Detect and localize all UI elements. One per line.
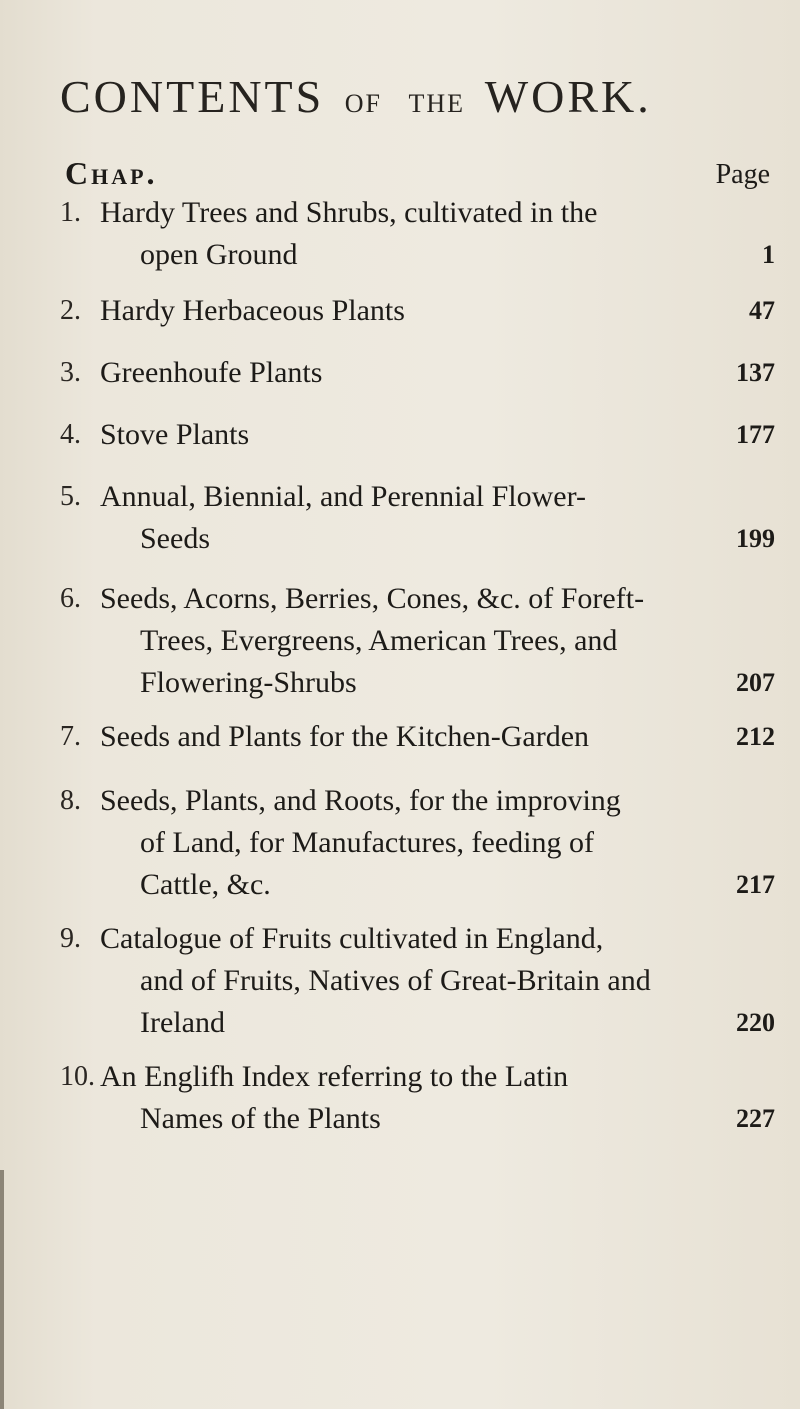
chapter-title: Greenhoufe Plants — [100, 356, 323, 389]
chapter-number: 10. — [60, 1061, 95, 1092]
chapter-title: Seeds, Acorns, Berries, Cones, &c. of Foreft- — [100, 582, 645, 615]
toc-entry — [60, 192, 775, 276]
chapter-number: 7. — [60, 721, 81, 752]
toc-entry — [60, 918, 775, 1044]
toc-line — [60, 918, 775, 960]
toc-line — [60, 960, 775, 1002]
chapter-title-continued: open Ground — [140, 238, 298, 271]
toc-line — [60, 414, 775, 456]
toc-line — [60, 822, 775, 864]
toc-line — [60, 234, 775, 276]
toc-line — [60, 476, 775, 518]
page-number: 220 — [736, 1008, 775, 1037]
chapter-title-continued: of Land, for Manufactures, feeding of — [140, 826, 594, 859]
column-header — [65, 155, 770, 195]
chapter-title-continued: Cattle, &c. — [140, 868, 271, 901]
chapter-number: 5. — [60, 481, 81, 512]
toc-line — [60, 716, 775, 758]
toc-line — [60, 578, 775, 620]
chapter-title: Hardy Herbaceous Plants — [100, 294, 405, 327]
chapter-title: Catalogue of Fruits cultivated in England, — [100, 922, 604, 955]
toc-entry — [60, 414, 775, 456]
chapter-title: Hardy Trees and Shrubs, cultivated in the — [100, 196, 598, 229]
page-edge — [0, 1170, 4, 1409]
toc-entry — [60, 716, 775, 758]
toc-line — [60, 290, 775, 332]
page-number: 199 — [736, 524, 775, 553]
chapter-number: 4. — [60, 419, 81, 450]
page-number: 177 — [736, 420, 775, 449]
chapter-title: An Englifh Index referring to the Latin — [100, 1060, 569, 1093]
chapter-title-continued: Flowering-Shrubs — [140, 666, 357, 699]
page-number: 212 — [736, 722, 775, 751]
chapter-title-continued: Ireland — [140, 1006, 225, 1039]
toc-entry — [60, 1056, 775, 1140]
toc-line — [60, 352, 775, 394]
chapter-title-continued: Trees, Evergreens, American Trees, and — [140, 624, 618, 657]
page-column-label: Page — [715, 159, 770, 190]
toc-entry — [60, 290, 775, 332]
chapter-title-continued: Seeds — [140, 522, 210, 555]
chapter-title-continued: Names of the Plants — [140, 1102, 381, 1135]
chapter-title: Stove Plants — [100, 418, 250, 451]
chapter-title: Seeds and Plants for the Kitchen-Garden — [100, 720, 590, 753]
page-number: 217 — [736, 870, 775, 899]
title-of: OF — [344, 89, 382, 118]
toc-entry — [60, 352, 775, 394]
toc-line — [60, 662, 775, 704]
chapter-column-label: Chap. — [65, 155, 158, 191]
toc-line — [60, 1002, 775, 1044]
toc-entry — [60, 780, 775, 906]
page-number: 47 — [749, 296, 775, 325]
toc-line — [60, 1056, 775, 1098]
toc-entry — [60, 476, 775, 560]
toc-line — [60, 518, 775, 560]
chapter-number: 3. — [60, 357, 81, 388]
toc-line — [60, 864, 775, 906]
chapter-number: 9. — [60, 923, 81, 954]
chapter-number: 8. — [60, 785, 81, 816]
toc-line — [60, 780, 775, 822]
chapter-title: Seeds, Plants, and Roots, for the improving — [100, 784, 621, 817]
title-work: WORK. — [484, 71, 652, 122]
page-number: 1 — [762, 240, 775, 269]
toc-line — [60, 1098, 775, 1140]
title-contents: CONTENTS — [60, 71, 325, 122]
chapter-number: 2. — [60, 295, 81, 326]
chapter-number: 1. — [60, 197, 81, 228]
chapter-number: 6. — [60, 583, 81, 614]
chapter-title: Annual, Biennial, and Perennial Flower- — [100, 480, 586, 513]
page-title — [60, 70, 760, 123]
page-number: 207 — [736, 668, 775, 697]
chapter-title-continued: and of Fruits, Natives of Great-Britain and — [140, 964, 651, 997]
toc-entry — [60, 578, 775, 704]
title-the: THE — [408, 89, 466, 118]
page-number: 227 — [736, 1104, 775, 1133]
toc-line — [60, 620, 775, 662]
page-number: 137 — [736, 358, 775, 387]
toc-line — [60, 192, 775, 234]
